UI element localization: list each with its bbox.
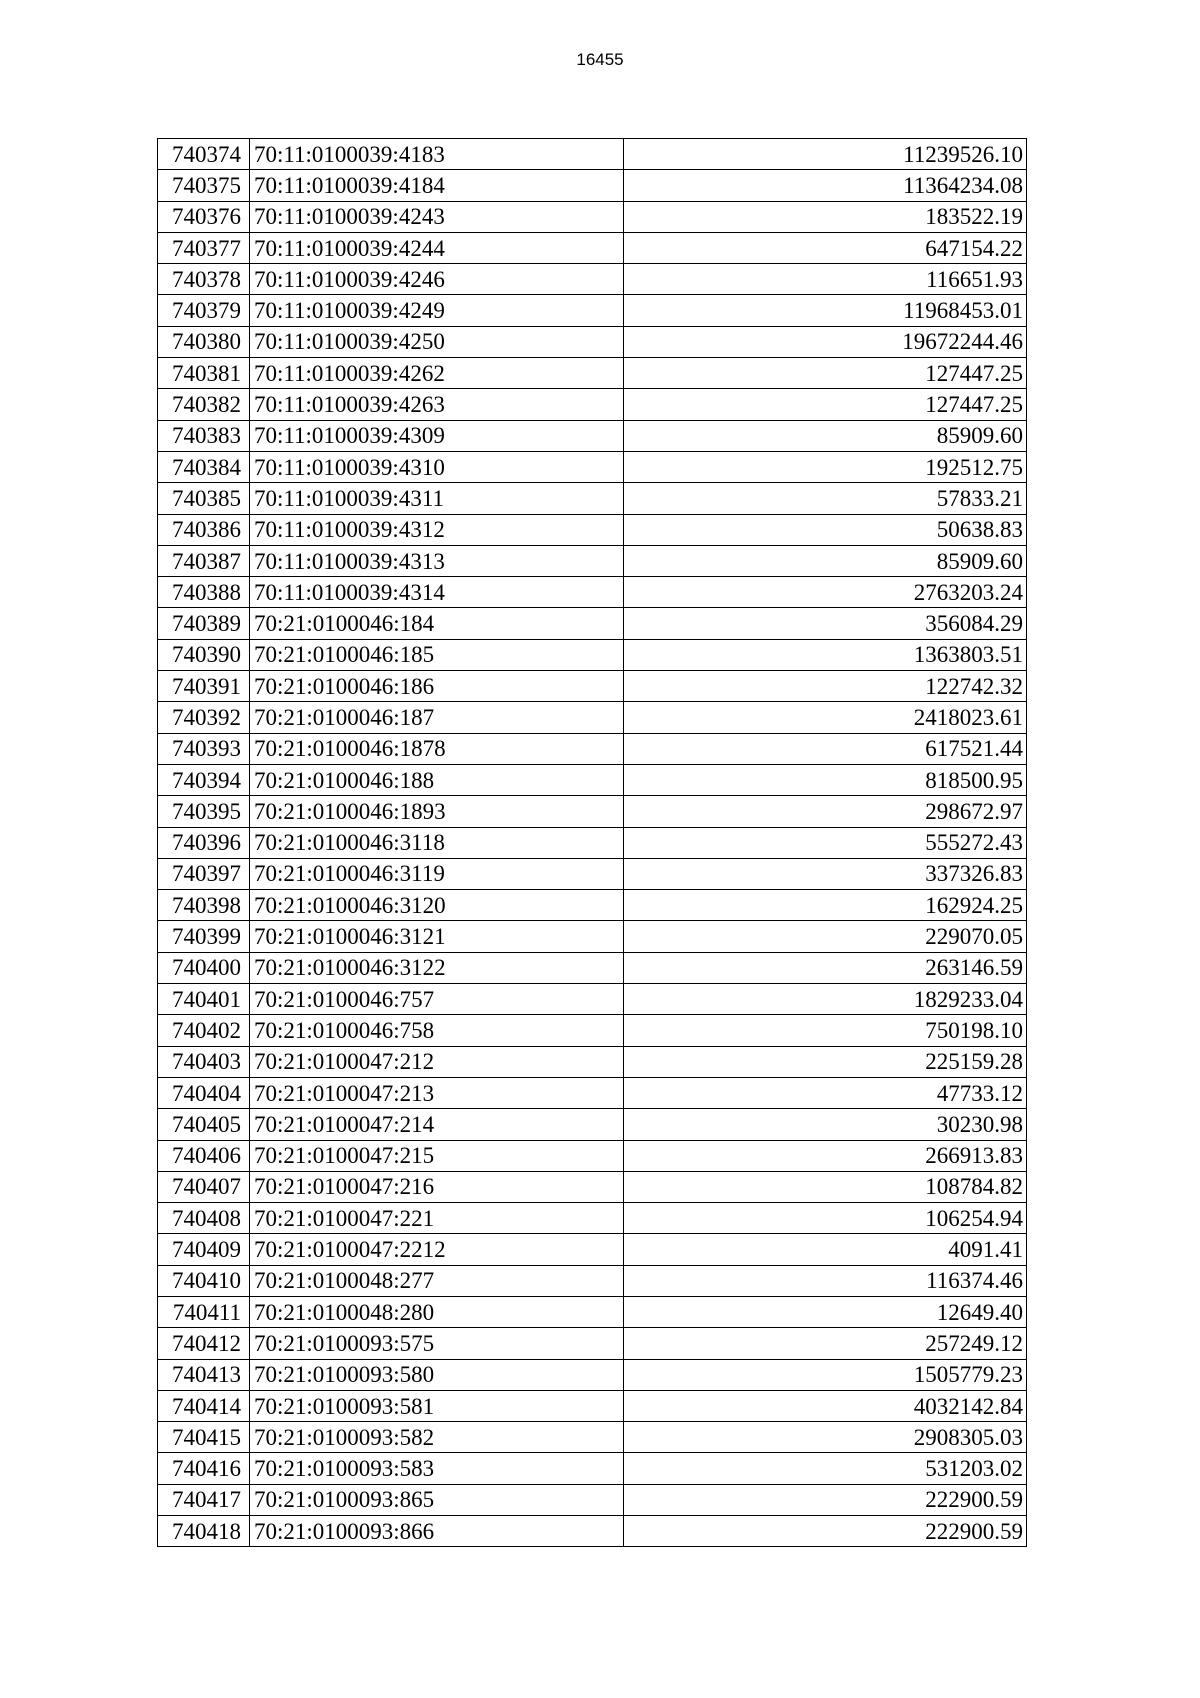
row-number-cell: 740378 — [158, 264, 250, 295]
cadastral-number-cell: 70:11:0100039:4244 — [250, 232, 624, 263]
cadastral-value-cell: 122742.32 — [624, 671, 1027, 702]
cadastral-number-cell: 70:21:0100046:188 — [250, 764, 624, 795]
table-row — [158, 358, 1027, 389]
cadastral-number-cell: 70:21:0100047:214 — [250, 1109, 624, 1140]
cadastral-number-cell: 70:11:0100039:4313 — [250, 545, 624, 576]
cadastral-number-cell: 70:21:0100046:3119 — [250, 858, 624, 889]
cadastral-value-cell: 356084.29 — [624, 608, 1027, 639]
cadastral-value-cell: 116651.93 — [624, 264, 1027, 295]
row-number-cell: 740393 — [158, 733, 250, 764]
table-row — [158, 858, 1027, 889]
cadastral-number-cell: 70:21:0100046:1878 — [250, 733, 624, 764]
table-row — [158, 170, 1027, 201]
table-row — [158, 952, 1027, 983]
cadastral-value-cell: 50638.83 — [624, 514, 1027, 545]
cadastral-number-cell: 70:21:0100046:1893 — [250, 796, 624, 827]
cadastral-value-cell: 1363803.51 — [624, 639, 1027, 670]
cadastral-number-cell: 70:21:0100046:185 — [250, 639, 624, 670]
row-number-cell: 740410 — [158, 1265, 250, 1296]
cadastral-value-cell: 222900.59 — [624, 1484, 1027, 1515]
table-row — [158, 1422, 1027, 1453]
table-row — [158, 1171, 1027, 1202]
cadastral-number-cell: 70:11:0100039:4312 — [250, 514, 624, 545]
row-number-cell: 740398 — [158, 890, 250, 921]
cadastral-value-cell: 19672244.46 — [624, 326, 1027, 357]
table-row — [158, 1453, 1027, 1484]
table-row — [158, 1077, 1027, 1108]
row-number-cell: 740401 — [158, 984, 250, 1015]
cadastral-value-cell: 257249.12 — [624, 1328, 1027, 1359]
cadastral-number-cell: 70:21:0100093:580 — [250, 1359, 624, 1390]
row-number-cell: 740415 — [158, 1422, 250, 1453]
cadastral-value-cell: 222900.59 — [624, 1516, 1027, 1547]
table-row — [158, 326, 1027, 357]
row-number-cell: 740403 — [158, 1046, 250, 1077]
row-number-cell: 740414 — [158, 1390, 250, 1421]
cadastral-number-cell: 70:21:0100047:213 — [250, 1077, 624, 1108]
cadastral-value-cell: 229070.05 — [624, 921, 1027, 952]
row-number-cell: 740375 — [158, 170, 250, 201]
row-number-cell: 740374 — [158, 139, 250, 170]
table-row — [158, 1296, 1027, 1327]
table-row — [158, 483, 1027, 514]
table-row — [158, 201, 1027, 232]
cadastral-value-cell: 192512.75 — [624, 451, 1027, 482]
cadastral-value-cell: 531203.02 — [624, 1453, 1027, 1484]
row-number-cell: 740388 — [158, 577, 250, 608]
table-row — [158, 608, 1027, 639]
table-row — [158, 1203, 1027, 1234]
table-row — [158, 671, 1027, 702]
cadastral-number-cell: 70:21:0100046:757 — [250, 984, 624, 1015]
table-row — [158, 1359, 1027, 1390]
cadastral-number-cell: 70:21:0100046:3121 — [250, 921, 624, 952]
row-number-cell: 740412 — [158, 1328, 250, 1359]
page-number: 16455 — [576, 50, 624, 69]
cadastral-number-cell: 70:11:0100039:4250 — [250, 326, 624, 357]
row-number-cell: 740386 — [158, 514, 250, 545]
cadastral-number-cell: 70:11:0100039:4309 — [250, 420, 624, 451]
row-number-cell: 740418 — [158, 1516, 250, 1547]
table-row — [158, 639, 1027, 670]
table-row — [158, 1328, 1027, 1359]
cadastral-value-cell: 11364234.08 — [624, 170, 1027, 201]
cadastral-value-cell: 106254.94 — [624, 1203, 1027, 1234]
table-row — [158, 733, 1027, 764]
cadastral-number-cell: 70:21:0100093:581 — [250, 1390, 624, 1421]
table-row — [158, 1140, 1027, 1171]
cadastral-value-cell: 183522.19 — [624, 201, 1027, 232]
row-number-cell: 740408 — [158, 1203, 250, 1234]
cadastral-number-cell: 70:21:0100046:3120 — [250, 890, 624, 921]
row-number-cell: 740392 — [158, 702, 250, 733]
table-row — [158, 1234, 1027, 1265]
table-row — [158, 764, 1027, 795]
cadastral-number-cell: 70:21:0100047:221 — [250, 1203, 624, 1234]
row-number-cell: 740413 — [158, 1359, 250, 1390]
cadastral-number-cell: 70:11:0100039:4262 — [250, 358, 624, 389]
cadastral-number-cell: 70:21:0100047:212 — [250, 1046, 624, 1077]
cadastral-value-cell: 108784.82 — [624, 1171, 1027, 1202]
table-row — [158, 389, 1027, 420]
row-number-cell: 740407 — [158, 1171, 250, 1202]
cadastral-value-cell: 647154.22 — [624, 232, 1027, 263]
cadastral-number-cell: 70:21:0100093:865 — [250, 1484, 624, 1515]
cadastral-value-cell: 266913.83 — [624, 1140, 1027, 1171]
cadastral-value-cell: 2418023.61 — [624, 702, 1027, 733]
table-row — [158, 1046, 1027, 1077]
table-row — [158, 451, 1027, 482]
row-number-cell: 740400 — [158, 952, 250, 983]
cadastral-number-cell: 70:11:0100039:4249 — [250, 295, 624, 326]
row-number-cell: 740385 — [158, 483, 250, 514]
row-number-cell: 740405 — [158, 1109, 250, 1140]
row-number-cell: 740399 — [158, 921, 250, 952]
table-row — [158, 984, 1027, 1015]
cadastral-value-cell: 225159.28 — [624, 1046, 1027, 1077]
table-row — [158, 1516, 1027, 1547]
row-number-cell: 740377 — [158, 232, 250, 263]
cadastral-value-cell: 11968453.01 — [624, 295, 1027, 326]
row-number-cell: 740380 — [158, 326, 250, 357]
cadastral-value-cell: 555272.43 — [624, 827, 1027, 858]
cadastral-number-cell: 70:11:0100039:4263 — [250, 389, 624, 420]
cadastral-number-cell: 70:21:0100046:3122 — [250, 952, 624, 983]
row-number-cell: 740394 — [158, 764, 250, 795]
cadastral-number-cell: 70:21:0100046:758 — [250, 1015, 624, 1046]
cadastral-value-cell: 57833.21 — [624, 483, 1027, 514]
cadastral-value-cell: 30230.98 — [624, 1109, 1027, 1140]
row-number-cell: 740376 — [158, 201, 250, 232]
cadastral-value-cell: 85909.60 — [624, 545, 1027, 576]
cadastral-number-cell: 70:21:0100048:280 — [250, 1296, 624, 1327]
cadastral-value-cell: 337326.83 — [624, 858, 1027, 889]
table-body — [158, 139, 1027, 1547]
table-row — [158, 702, 1027, 733]
cadastral-value-cell: 1505779.23 — [624, 1359, 1027, 1390]
row-number-cell: 740396 — [158, 827, 250, 858]
cadastral-number-cell: 70:21:0100046:186 — [250, 671, 624, 702]
cadastral-value-cell: 116374.46 — [624, 1265, 1027, 1296]
table-row — [158, 139, 1027, 170]
table-row — [158, 827, 1027, 858]
cadastral-number-cell: 70:21:0100093:575 — [250, 1328, 624, 1359]
cadastral-number-cell: 70:21:0100047:216 — [250, 1171, 624, 1202]
table-row — [158, 545, 1027, 576]
cadastral-number-cell: 70:21:0100048:277 — [250, 1265, 624, 1296]
cadastral-number-cell: 70:21:0100046:184 — [250, 608, 624, 639]
cadastral-value-cell: 4032142.84 — [624, 1390, 1027, 1421]
table-row — [158, 420, 1027, 451]
row-number-cell: 740411 — [158, 1296, 250, 1327]
row-number-cell: 740391 — [158, 671, 250, 702]
cadastral-value-cell: 12649.40 — [624, 1296, 1027, 1327]
row-number-cell: 740382 — [158, 389, 250, 420]
table-row — [158, 514, 1027, 545]
row-number-cell: 740381 — [158, 358, 250, 389]
cadastral-value-cell: 1829233.04 — [624, 984, 1027, 1015]
table-row — [158, 295, 1027, 326]
row-number-cell: 740387 — [158, 545, 250, 576]
table-row — [158, 1109, 1027, 1140]
row-number-cell: 740383 — [158, 420, 250, 451]
table-row — [158, 890, 1027, 921]
cadastral-value-cell: 263146.59 — [624, 952, 1027, 983]
cadastral-value-cell: 750198.10 — [624, 1015, 1027, 1046]
row-number-cell: 740406 — [158, 1140, 250, 1171]
cadastral-number-cell: 70:11:0100039:4314 — [250, 577, 624, 608]
cadastral-number-cell: 70:11:0100039:4243 — [250, 201, 624, 232]
cadastral-value-cell: 11239526.10 — [624, 139, 1027, 170]
table-row — [158, 1484, 1027, 1515]
row-number-cell: 740389 — [158, 608, 250, 639]
cadastral-number-cell: 70:11:0100039:4246 — [250, 264, 624, 295]
cadastral-value-cell: 2908305.03 — [624, 1422, 1027, 1453]
row-number-cell: 740409 — [158, 1234, 250, 1265]
cadastral-number-cell: 70:21:0100046:3118 — [250, 827, 624, 858]
table-row — [158, 264, 1027, 295]
table-row — [158, 232, 1027, 263]
table-row — [158, 1265, 1027, 1296]
table-row — [158, 577, 1027, 608]
row-number-cell: 740402 — [158, 1015, 250, 1046]
cadastral-value-cell: 818500.95 — [624, 764, 1027, 795]
cadastral-value-cell: 85909.60 — [624, 420, 1027, 451]
cadastral-value-cell: 127447.25 — [624, 358, 1027, 389]
cadastral-number-cell: 70:21:0100093:583 — [250, 1453, 624, 1484]
cadastral-number-cell: 70:21:0100093:866 — [250, 1516, 624, 1547]
table-row — [158, 921, 1027, 952]
row-number-cell: 740397 — [158, 858, 250, 889]
row-number-cell: 740384 — [158, 451, 250, 482]
cadastral-value-cell: 4091.41 — [624, 1234, 1027, 1265]
cadastral-number-cell: 70:11:0100039:4183 — [250, 139, 624, 170]
table-row — [158, 796, 1027, 827]
cadastral-number-cell: 70:21:0100093:582 — [250, 1422, 624, 1453]
cadastral-value-table — [157, 138, 1027, 1547]
row-number-cell: 740390 — [158, 639, 250, 670]
row-number-cell: 740404 — [158, 1077, 250, 1108]
cadastral-number-cell: 70:21:0100047:215 — [250, 1140, 624, 1171]
cadastral-number-cell: 70:11:0100039:4310 — [250, 451, 624, 482]
table-row — [158, 1015, 1027, 1046]
cadastral-value-cell: 47733.12 — [624, 1077, 1027, 1108]
table-row — [158, 1390, 1027, 1421]
row-number-cell: 740379 — [158, 295, 250, 326]
cadastral-number-cell: 70:11:0100039:4184 — [250, 170, 624, 201]
cadastral-value-cell: 162924.25 — [624, 890, 1027, 921]
cadastral-value-cell: 2763203.24 — [624, 577, 1027, 608]
cadastral-value-cell: 127447.25 — [624, 389, 1027, 420]
cadastral-number-cell: 70:21:0100046:187 — [250, 702, 624, 733]
cadastral-number-cell: 70:11:0100039:4311 — [250, 483, 624, 514]
cadastral-number-cell: 70:21:0100047:2212 — [250, 1234, 624, 1265]
row-number-cell: 740395 — [158, 796, 250, 827]
cadastral-value-cell: 298672.97 — [624, 796, 1027, 827]
row-number-cell: 740417 — [158, 1484, 250, 1515]
row-number-cell: 740416 — [158, 1453, 250, 1484]
cadastral-value-cell: 617521.44 — [624, 733, 1027, 764]
